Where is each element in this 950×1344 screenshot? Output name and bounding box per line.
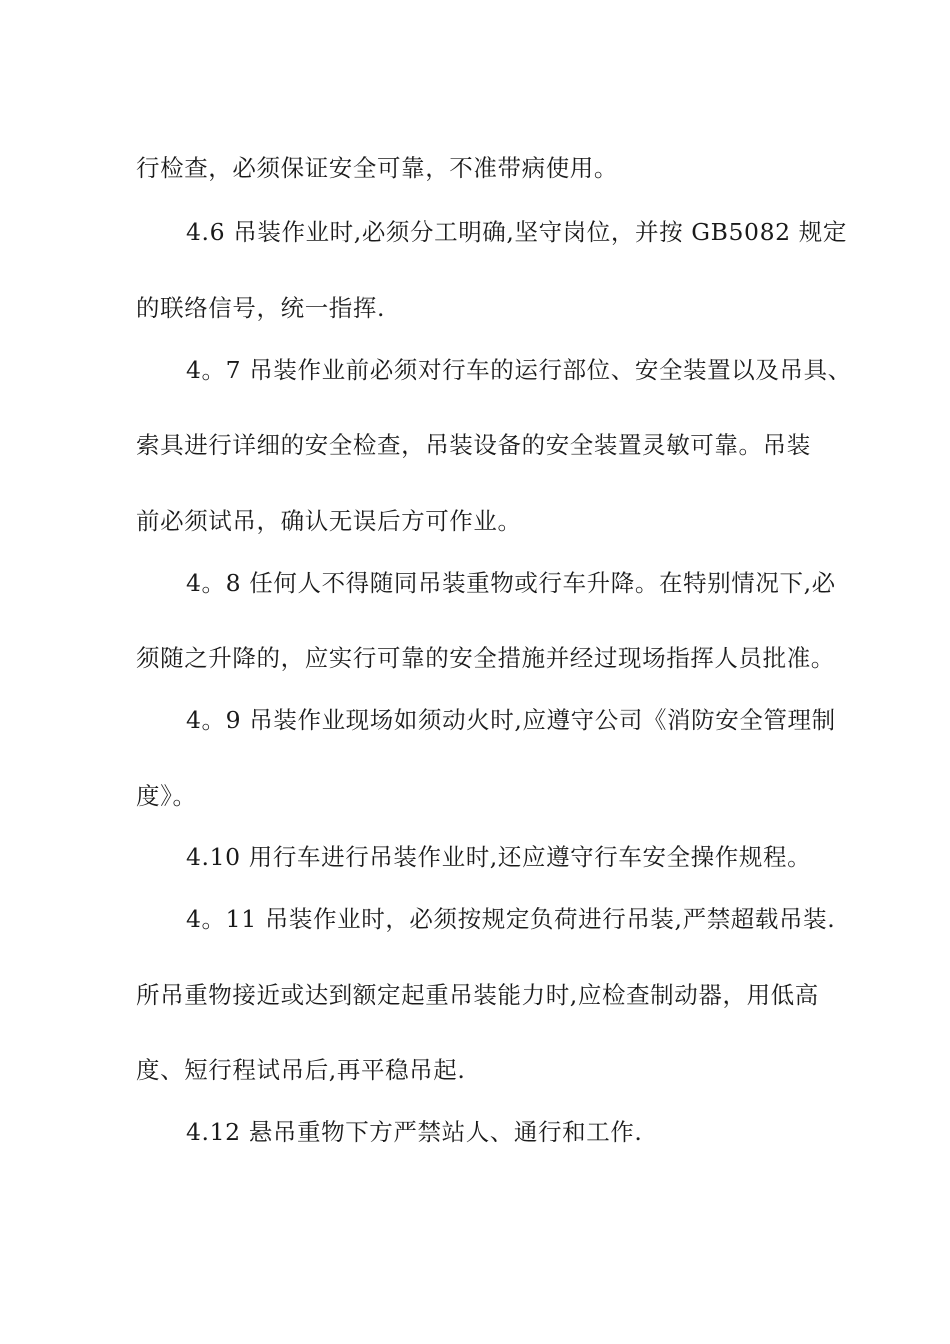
text-line-8: 须随之升降的，应实行可靠的安全措施并经过现场指挥人员批准。 [136, 644, 835, 672]
text-line-1: 行检查，必须保证安全可靠，不准带病使用。 [136, 154, 618, 182]
text-line-7: 4。8 任何人不得随同吊装重物或行车升降。在特别情况下,必 [186, 569, 836, 597]
text-line-11: 4.10 用行车进行吊装作业时,还应遵守行车安全操作规程。 [186, 843, 812, 871]
text-line-13: 所吊重物接近或达到额定起重吊装能力时,应检查制动器，用低高 [136, 981, 819, 1009]
text-line-12: 4。11 吊装作业时，必须按规定负荷进行吊装,严禁超载吊装. [186, 905, 836, 933]
text-line-3: 的联络信号，统一指挥. [136, 294, 386, 322]
text-line-4: 4。7 吊装作业前必须对行车的运行部位、安全装置以及吊具、 [186, 356, 852, 384]
text-line-10: 度》。 [136, 782, 197, 810]
text-line-6: 前必须试吊，确认无误后方可作业。 [136, 507, 522, 535]
text-line-15: 4.12 悬吊重物下方严禁站人、通行和工作. [186, 1118, 643, 1146]
text-line-2: 4.6 吊装作业时,必须分工明确,坚守岗位，并按 GB5082 规定 [186, 218, 847, 246]
text-line-9: 4。9 吊装作业现场如须动火时,应遵守公司《消防安全管理制 [186, 706, 836, 734]
text-line-5: 索具进行详细的安全检查，吊装设备的安全装置灵敏可靠。吊装 [136, 431, 811, 459]
text-line-14: 度、短行程试吊后,再平稳吊起. [136, 1056, 466, 1084]
